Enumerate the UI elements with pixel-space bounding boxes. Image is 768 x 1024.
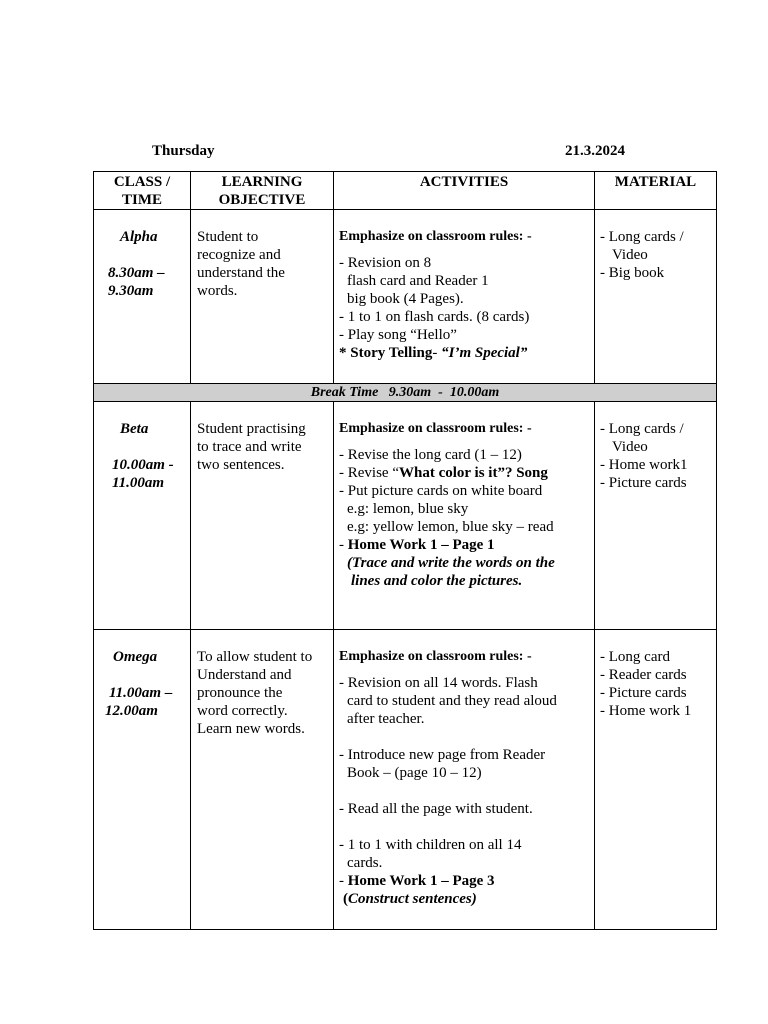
emphasize-heading: Emphasize on classroom rules: - [339, 421, 532, 436]
header-activities: ACTIVITIES [334, 172, 595, 210]
activity-line: big book (4 Pages). [347, 291, 464, 307]
objective-line: to trace and write [197, 439, 302, 455]
class-name: Beta [120, 421, 149, 437]
objective-line: Understand and [197, 667, 292, 683]
activities-cell-beta [334, 402, 595, 630]
objective-line: pronounce the [197, 685, 283, 701]
material-item: - Long cards / [600, 421, 684, 437]
activity-line: - Play song “Hello” [339, 327, 457, 343]
activity-line: - Revise the long card (1 – 12) [339, 447, 522, 463]
objective-line: word correctly. [197, 703, 288, 719]
activity-line [339, 536, 590, 554]
class-time-end: 12.00am [105, 703, 158, 719]
objective-line: Learn new words. [197, 721, 305, 737]
activity-line: - Revision on all 14 words. Flash [339, 675, 538, 691]
material-item: - Big book [600, 265, 665, 281]
lesson-date: 21.3.2024 [565, 143, 625, 159]
activity-line: e.g: lemon, blue sky [347, 501, 469, 517]
header-time-line: TIME [121, 192, 162, 208]
activity-line: - 1 to 1 with children on all 14 [339, 837, 522, 853]
activity-line: Book – (page 10 – 12) [347, 765, 482, 781]
spacer [339, 782, 590, 800]
song-title: What color is it”? Song [398, 465, 548, 481]
objective-cell-alpha [191, 210, 334, 384]
class-time-start: 10.00am - [112, 457, 174, 473]
paren-open: ( [343, 891, 348, 907]
activity-line [339, 344, 590, 362]
material-item: - Picture cards [600, 685, 687, 701]
revise-prefix: - Revise “ [339, 465, 399, 481]
homework-instruction: lines and color the pictures. [351, 573, 523, 589]
dash-prefix: - [339, 873, 348, 889]
objective-cell-omega [191, 630, 334, 930]
objective-line: words. [197, 283, 238, 299]
homework-title: Home Work 1 – Page 1 [347, 537, 495, 553]
activity-line [339, 872, 590, 890]
table-row-omega [94, 630, 717, 930]
class-cell-omega [94, 630, 191, 930]
table-row-beta [94, 402, 717, 630]
class-time-end: 11.00am [112, 475, 165, 491]
objective-line: Student practising [197, 421, 306, 437]
class-cell-beta [94, 402, 191, 630]
material-item: - Long card [600, 649, 670, 665]
activity-line: - 1 to 1 on flash cards. (8 cards) [339, 309, 530, 325]
emphasize-heading: Emphasize on classroom rules: - [339, 229, 532, 244]
class-name: Alpha [120, 229, 158, 245]
activities-cell-omega [334, 630, 595, 930]
header-objective-line-1: LEARNING [221, 174, 303, 190]
material-cell-alpha [595, 210, 717, 384]
class-name: Omega [113, 649, 158, 665]
dash-separator: - [432, 345, 442, 361]
spacer [339, 818, 590, 836]
objective-cell-beta [191, 402, 334, 630]
activity-line: - Read all the page with student. [339, 801, 533, 817]
spacer [339, 728, 590, 746]
material-item: - Long cards / [600, 229, 684, 245]
emphasize-heading: Emphasize on classroom rules: - [339, 649, 532, 664]
material-cell-omega [595, 630, 717, 930]
break-time: Break Time 9.30am - 10.00am [94, 384, 717, 402]
objective-line: To allow student to [197, 649, 313, 665]
header-class-time [94, 172, 191, 210]
activity-line: - Revision on 8 [339, 255, 432, 271]
material-item: - Reader cards [600, 667, 687, 683]
story-title: “I’m Special” [441, 345, 528, 361]
class-time-start: 11.00am – [109, 685, 173, 701]
objective-line: recognize and [197, 247, 281, 263]
objective-line: Student to [197, 229, 259, 245]
activity-line: cards. [347, 855, 383, 871]
header-objective-line-2: OBJECTIVE [218, 192, 306, 208]
activities-cell-alpha [334, 210, 595, 384]
material-item: Video [612, 247, 648, 263]
material-item: - Home work1 [600, 457, 688, 473]
activity-line: e.g: yellow lemon, blue sky – read [347, 519, 554, 535]
table-row-alpha [94, 210, 717, 384]
class-time-end: 9.30am [108, 283, 154, 299]
header-objective [191, 172, 334, 210]
story-telling-label: * Story Telling [339, 345, 433, 361]
material-cell-beta [595, 402, 717, 630]
activity-line: card to student and they read aloud [347, 693, 557, 709]
lesson-day: Thursday [152, 143, 215, 159]
homework-instruction: Construct sentences) [348, 891, 477, 907]
objective-line: two sentences. [197, 457, 285, 473]
class-time-start: 8.30am – [108, 265, 165, 281]
objective-line: understand the [197, 265, 285, 281]
class-cell-alpha [94, 210, 191, 384]
activity-line [339, 464, 590, 482]
activity-line [339, 890, 590, 908]
activity-line: flash card and Reader 1 [347, 273, 489, 289]
material-item: - Picture cards [600, 475, 687, 491]
header-material: MATERIAL [595, 172, 717, 210]
activity-line: - Introduce new page from Reader [339, 747, 546, 763]
dash-prefix: - [339, 537, 348, 553]
homework-title: Home Work 1 – Page 3 [347, 873, 495, 889]
activity-line: after teacher. [347, 711, 425, 727]
activity-line: - Put picture cards on white board [339, 483, 543, 499]
homework-instruction: (Trace and write the words on the [347, 555, 555, 571]
material-item: - Home work 1 [600, 703, 692, 719]
table-header-row [94, 172, 717, 210]
break-row [94, 384, 717, 402]
lesson-plan-table [93, 171, 717, 930]
material-item: Video [612, 439, 648, 455]
header-class-line: CLASS / [113, 174, 171, 190]
